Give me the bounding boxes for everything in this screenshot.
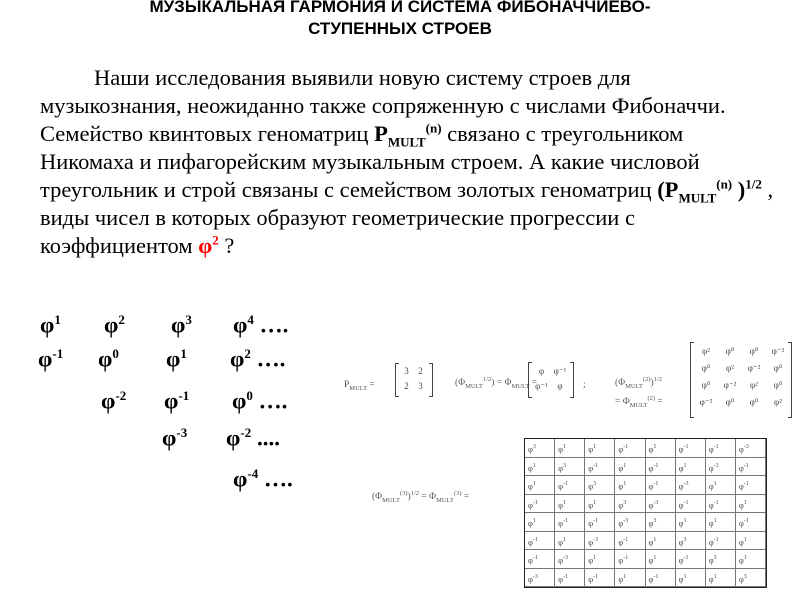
grid-cell: $\varphi^1$: [646, 439, 676, 458]
matrix-cell: φ⁻²: [699, 397, 713, 407]
matrix-cell: φ⁻²: [723, 380, 737, 390]
paragraph-part-1: Наши исследования выявили новую систему строев для музыкознания, неожиданно также сопряженную с числами Фибоначчи. Семейство квинтовых геноматриц: [40, 65, 726, 146]
matrix-phi-mult-3: [524, 438, 767, 588]
grid-cell: $\varphi^{-3}$: [646, 495, 676, 514]
grid-cell: $\varphi^1$: [706, 513, 736, 532]
grid-cell: $\varphi^{-1}$: [736, 476, 766, 495]
grid-cell: $\varphi^3$: [646, 513, 676, 532]
grid-cell: $\varphi^1$: [615, 458, 645, 477]
grid-cell: $\varphi^1$: [646, 532, 676, 551]
grid-cell: $\varphi^{-3}$: [736, 439, 766, 458]
phi-power-ellipsis: ….: [252, 388, 288, 414]
matrix-cell: φ⁻²: [747, 363, 761, 373]
phi-power-term: $\varphi^4$ ….: [233, 312, 289, 338]
phi-power-term: $\varphi^1$: [166, 346, 187, 372]
grid-cell: $\varphi^{-1}$: [555, 513, 585, 532]
grid-cell: $\varphi^1$: [615, 476, 645, 495]
grid-cell: $\varphi^3$: [615, 495, 645, 514]
phi-power-term: $\varphi^{-2}$ ....: [226, 425, 280, 451]
grid-cell: $\varphi^{-1}$: [646, 569, 676, 588]
grid-cell: $\varphi^{-1}$: [525, 495, 555, 514]
grid-cell: $\varphi^1$: [736, 532, 766, 551]
grid-cell: $\varphi^{-1}$: [555, 476, 585, 495]
phi-power-term: $\varphi^{-3}$: [162, 425, 188, 451]
grid-cell: $\varphi^{-1}$: [736, 458, 766, 477]
grid-cell: $\varphi^3$: [525, 439, 555, 458]
grid-cell: $\varphi^{-1}$: [615, 532, 645, 551]
title-line-2: СТУПЕННЫХ СТРОЕВ: [308, 19, 492, 38]
grid-cell: $\varphi^3$: [736, 569, 766, 588]
grid-cell: $\varphi^3$: [585, 476, 615, 495]
grid-cell: $\varphi^1$: [676, 513, 706, 532]
grid-cell: $\varphi^1$: [646, 550, 676, 569]
phi-power-term: $\varphi^0$ ….: [232, 388, 288, 414]
grid-cell: $\varphi^{-1}$: [615, 550, 645, 569]
grid-cell: $\varphi^{-1}$: [706, 495, 736, 514]
grid-cell: $\varphi^1$: [736, 495, 766, 514]
grid-cell: $\varphi^1$: [525, 513, 555, 532]
matrix-cell: φ²: [774, 397, 782, 407]
grid-cell: $\varphi^{-1}$: [615, 439, 645, 458]
grid-cell: $\varphi^1$: [706, 569, 736, 588]
grid-cell: $\varphi^3$: [676, 532, 706, 551]
phi-power-term: $\varphi^2$: [104, 312, 125, 338]
matrix-cell: φ⁰: [725, 346, 735, 356]
grid-cell: $\varphi^1$: [676, 458, 706, 477]
phi-power-term: $\varphi^{-2}$: [101, 388, 127, 414]
grid-cell: $\varphi^{-3}$: [555, 550, 585, 569]
matrix-cell: φ⁰: [725, 397, 735, 407]
matrix-cell: φ⁻²: [771, 346, 785, 356]
grid-cell: $\varphi^1$: [555, 495, 585, 514]
grid-cell: $\varphi^{-1}$: [676, 495, 706, 514]
matrix-p-mult: 3 2 2 3: [395, 363, 433, 397]
matrix-cell: φ²: [750, 380, 758, 390]
matrix-cell: φ⁰: [701, 380, 711, 390]
phi-power-term: $\varphi^3$: [171, 312, 192, 338]
grid-cell: $\varphi^{-1}$: [646, 476, 676, 495]
phi-power-ellipsis: ….: [258, 466, 293, 492]
matrix-cell: φ²: [702, 346, 710, 356]
grid-cell: $\varphi^{-1}$: [525, 550, 555, 569]
grid-cell: $\varphi^1$: [525, 476, 555, 495]
matrix-cell: φ⁰: [773, 363, 783, 373]
grid-cell: $\varphi^{-3}$: [706, 458, 736, 477]
phi-power-term: $\varphi^{-4}$ ….: [233, 466, 293, 492]
p-mult-symbol: $P_{MULT}^{(n)}$: [374, 120, 442, 150]
grid-cell: $\varphi^{-3}$: [585, 532, 615, 551]
grid-cell: $\varphi^{-1}$: [706, 439, 736, 458]
slide-title: [20, 0, 780, 40]
grid-cell: $\varphi^1$: [585, 439, 615, 458]
grid-cell: $\varphi^{-1}$: [646, 458, 676, 477]
grid-cell: $\varphi^1$: [555, 532, 585, 551]
grid-cell: $\varphi^{-1}$: [585, 513, 615, 532]
grid-cell: $\varphi^{-1}$: [706, 532, 736, 551]
grid-cell: $\varphi^{-3}$: [676, 476, 706, 495]
grid-cell: $\varphi^{-1}$: [585, 458, 615, 477]
grid-cell: $\varphi^{-1}$: [555, 569, 585, 588]
phi-power-term: $\varphi^0$: [98, 346, 119, 372]
phi-power-term: $\varphi^{-1}$: [164, 388, 190, 414]
phi-power-ellipsis: ....: [251, 425, 280, 451]
phi-power-ellipsis: ….: [250, 346, 286, 372]
title-line-1: МУЗЫКАЛЬНАЯ ГАРМОНИЯ И СИСТЕМА ФИБОНАЧЧИЕВО-: [149, 0, 651, 16]
grid-cell: $\varphi^1$: [706, 476, 736, 495]
matrix-cell: φ⁰: [773, 380, 783, 390]
paragraph-part-4: ?: [218, 233, 235, 258]
grid-cell: $\varphi^1$: [736, 550, 766, 569]
phi-squared-coefficient: $\varphi^2$: [198, 232, 219, 258]
formula-phi-mult-2: $(\Phi_{MULT}^{(2)})^{1/2}$ = $\Phi_{MULT}^{(2)}$ =: [615, 376, 663, 410]
paragraph-part-2: связано с треугольником Никомаха и пифагорейским музыкальным строем. А какие числовой треугольник и строй связаны с семейством золотых геноматриц: [40, 121, 700, 202]
grid-cell: $\varphi^{-1}$: [525, 532, 555, 551]
grid-cell: $\varphi^1$: [676, 569, 706, 588]
grid-cell: $\varphi^1$: [615, 569, 645, 588]
matrix-phi-mult: φ φ⁻¹ φ⁻¹ φ: [528, 362, 574, 398]
matrix-phi-mult-2: [690, 342, 792, 418]
phi-power-term: $\varphi^2$ ….: [230, 346, 286, 372]
phi-power-term: $\varphi^1$: [40, 312, 61, 338]
matrix-cell: φ⁰: [701, 363, 711, 373]
matrix-cell: φ²: [726, 363, 734, 373]
formula-p-mult: $P_{MULT}$ =: [344, 380, 375, 392]
formula-phi-mult-3: $(\Phi_{MULT}^{(3)})^{1/2} = \Phi_{MULT}^{(3)}$ =: [372, 490, 470, 505]
grid-cell: $\varphi^1$: [525, 458, 555, 477]
phi-power-term: $\varphi^{-1}$: [38, 346, 64, 372]
grid-cell: $\varphi^1$: [585, 495, 615, 514]
grid-cell: $\varphi^1$: [585, 550, 615, 569]
paragraph-part-3: , виды чисел в которых образуют геометрические прогрессии с коэффициентом: [40, 177, 774, 258]
body-paragraph: [40, 64, 775, 260]
grid-cell: $\varphi^{-1}$: [676, 439, 706, 458]
separator-semicolon: ;: [583, 380, 586, 390]
grid-cell: $\varphi^{-3}$: [525, 569, 555, 588]
grid-cell: $\varphi^3$: [706, 550, 736, 569]
grid-cell: $\varphi^1$: [555, 439, 585, 458]
formula-phi-mult: $(\Phi_{MULT}^{1/2}) = \Phi_{MULT}$ =: [455, 376, 538, 391]
golden-genomatrix-symbol: ($P_{MULT}^{(n)}$ )$^{1/2}$: [657, 176, 762, 206]
grid-cell: $\varphi^{-1}$: [736, 513, 766, 532]
matrix-cell: φ⁰: [749, 397, 759, 407]
grid-cell: $\varphi^{-3}$: [615, 513, 645, 532]
grid-cell: $\varphi^3$: [555, 458, 585, 477]
grid-cell: $\varphi^{-1}$: [585, 569, 615, 588]
matrix-cell: φ⁰: [749, 346, 759, 356]
grid-cell: $\varphi^{-1}$: [676, 550, 706, 569]
phi-power-ellipsis: ….: [253, 312, 289, 338]
